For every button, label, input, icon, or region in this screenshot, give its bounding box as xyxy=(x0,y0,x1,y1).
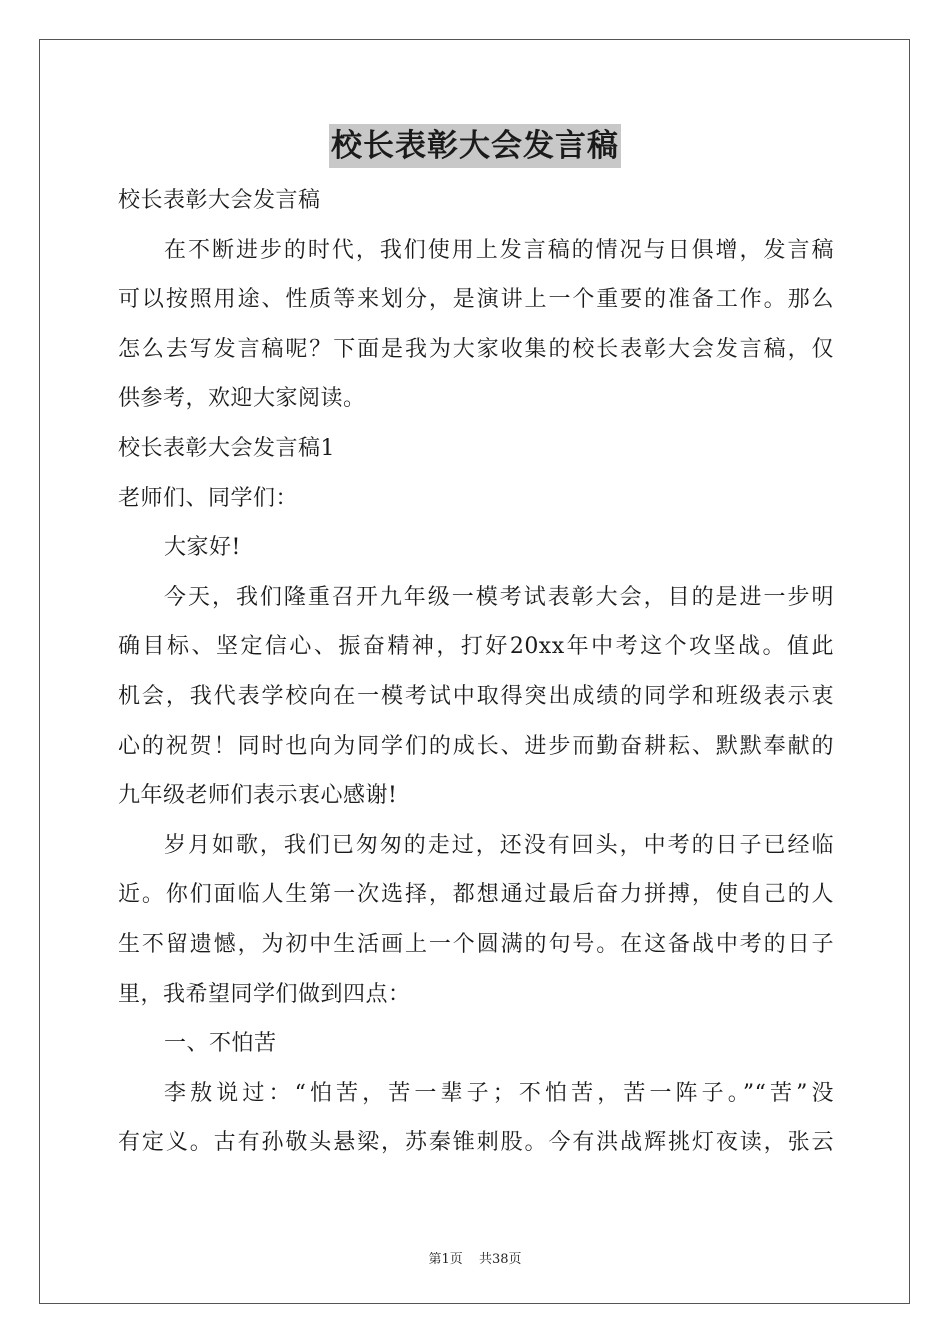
text-line: 大家好! xyxy=(164,535,241,561)
document-body xyxy=(118,176,834,1168)
text-line: 校长表彰大会发言稿 xyxy=(118,188,321,213)
text-line: 生不留遗憾，为初中生活画上一个圆满的句号。在这备战中考的日子 xyxy=(118,931,834,957)
text-line: 校长表彰大会发言稿1 xyxy=(118,435,335,461)
text-line: 有定义。古有孙敬头悬梁，苏秦锥刺股。今有洪战辉挑灯夜读，张云 xyxy=(118,1130,834,1156)
text-line: 在不断进步的时代，我们使用上发言稿的情况与日俱增，发言稿 xyxy=(164,237,834,263)
text-line: 心的祝贺！同时也向为同学们的成长、进步而勤奋耕耘、默默奉献的 xyxy=(118,733,834,759)
page-number: 第1页 xyxy=(428,1252,463,1267)
text-line: 可以按照用途、性质等来划分，是演讲上一个重要的准备工作。那么 xyxy=(118,287,834,313)
text-line: 岁月如歌，我们已匆匆的走过，还没有回头，中考的日子已经临 xyxy=(164,832,834,858)
text-line: 一、不怕苦 xyxy=(164,1031,277,1057)
text-line: 九年级老师们表示衷心感谢! xyxy=(118,783,398,809)
page-total: 共38页 xyxy=(478,1252,522,1267)
text-line: 近。你们面临人生第一次选择，都想通过最后奋力拼搏，使自己的人 xyxy=(118,882,834,908)
text-line: 老师们、同学们： xyxy=(118,485,299,511)
text-line: 今天，我们隆重召开九年级一模考试表彰大会，目的是进一步明 xyxy=(164,584,834,610)
text-line: 里，我希望同学们做到四点： xyxy=(118,981,411,1007)
title-container xyxy=(0,124,950,168)
page-footer xyxy=(0,1248,950,1267)
text-line: 确目标、坚定信心、振奋精神，打好20xx年中考这个攻坚战。值此 xyxy=(118,634,834,660)
text-line: 李敖说过：“怕苦，苦一辈子；不怕苦，苦一阵子。”“苦”没 xyxy=(164,1080,834,1106)
text-line: 机会，我代表学校向在一模考试中取得突出成绩的同学和班级表示衷 xyxy=(118,683,834,709)
text-line: 供参考，欢迎大家阅读。 xyxy=(118,386,366,412)
text-line: 怎么去写发言稿呢？下面是我为大家收集的校长表彰大会发言稿，仅 xyxy=(118,336,834,362)
document-title: 校长表彰大会发言稿 xyxy=(329,124,621,168)
